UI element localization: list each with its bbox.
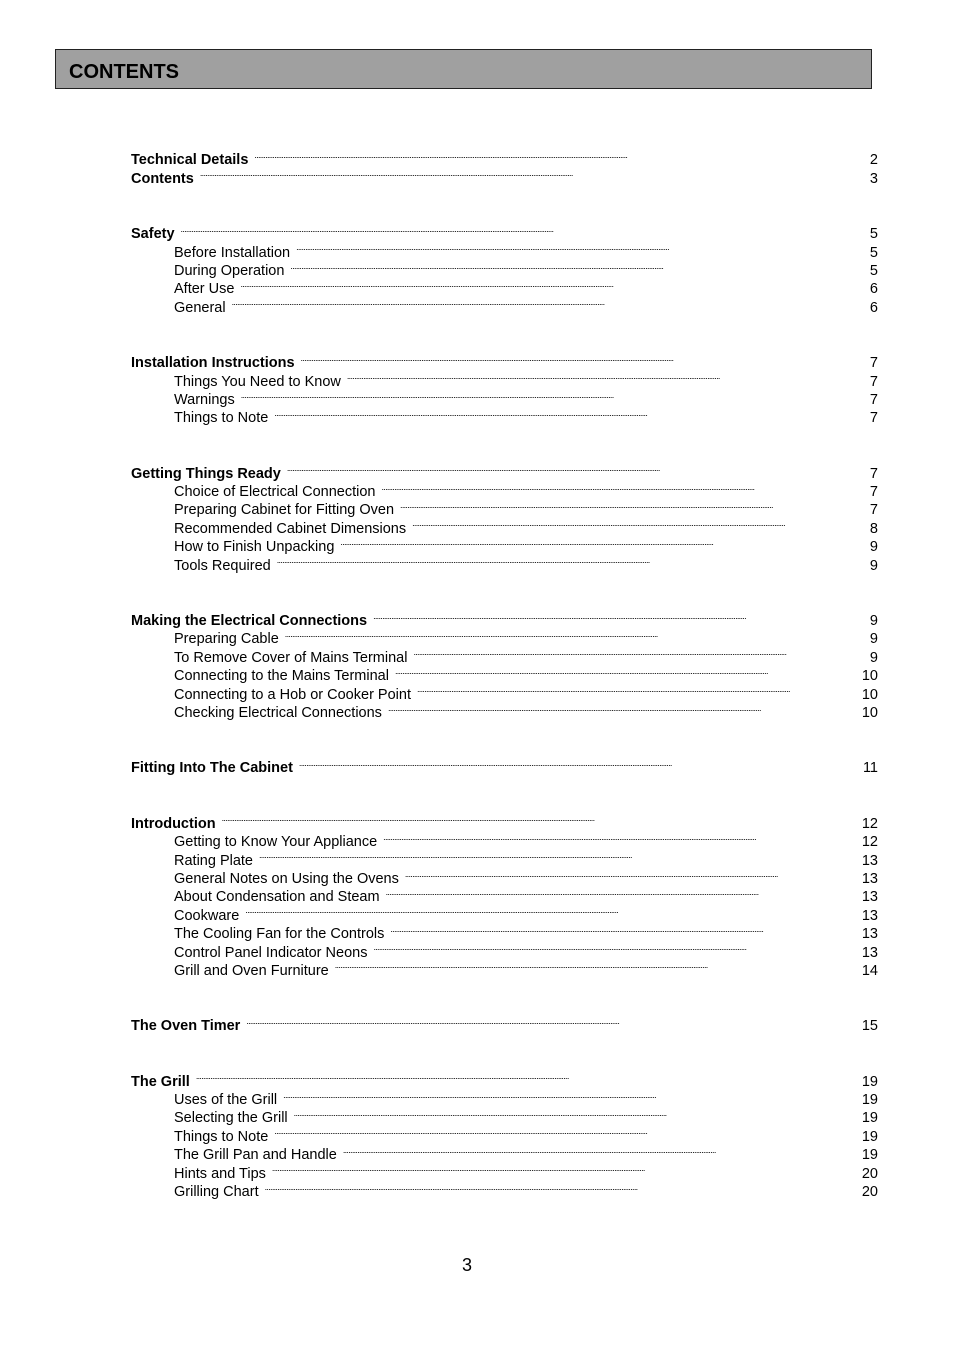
dot-leader [340, 533, 854, 551]
dot-leader [196, 1067, 854, 1085]
dot-leader [412, 514, 854, 532]
toc-entry-page-number: 9 [869, 613, 878, 630]
toc-entry-page-number: 13 [861, 926, 878, 943]
toc-entry-label: The Grill [131, 1073, 190, 1090]
toc-entry-page-number: 20 [861, 1184, 878, 1201]
toc-entry-label: Getting to Know Your Appliance [174, 834, 378, 851]
toc-entry-page-number: 7 [869, 465, 878, 482]
toc-entry-page-number: 13 [861, 889, 878, 906]
dot-leader [383, 828, 854, 846]
toc-section [131, 459, 878, 574]
toc-subsection-entry[interactable] [131, 293, 878, 316]
dot-leader [400, 496, 854, 514]
toc-entry-label: Checking Electrical Connections [174, 704, 382, 721]
dot-leader [245, 901, 854, 919]
toc-entry-page-number: 9 [869, 631, 878, 648]
toc-entry-page-number: 2 [869, 152, 878, 169]
toc-entry-label: After Use [174, 281, 235, 298]
toc-entry-page-number: 13 [861, 907, 878, 924]
toc-subsection-entry[interactable] [131, 404, 878, 427]
toc-entry-page-number: 13 [861, 944, 878, 961]
dot-leader [294, 1104, 854, 1122]
toc-entry-label: Cookware [174, 907, 240, 924]
toc-entry-page-number: 5 [869, 226, 878, 243]
toc-entry-label: The Grill Pan and Handle [174, 1147, 337, 1164]
page-title: CONTENTS [69, 61, 179, 83]
toc-entry-page-number: 13 [861, 852, 878, 869]
toc-entry-page-number: 7 [869, 391, 878, 408]
dot-leader [388, 699, 854, 717]
toc-entry-page-number: 9 [869, 649, 878, 666]
dot-leader [347, 367, 854, 385]
dot-leader [200, 164, 854, 182]
toc-entry-label: Uses of the Grill [174, 1092, 278, 1109]
toc-section [131, 809, 878, 979]
toc-entry-page-number: 19 [861, 1128, 878, 1145]
dot-leader [274, 1122, 854, 1140]
toc-entry-label: Getting Things Ready [131, 465, 281, 482]
toc-entry-label: The Cooling Fan for the Controls [174, 926, 385, 943]
toc-entry-page-number: 11 [862, 760, 878, 777]
dot-leader [335, 957, 854, 975]
dot-leader [272, 1159, 854, 1177]
toc-section [131, 349, 878, 427]
toc-entry-label: Safety [131, 226, 175, 243]
dot-leader [405, 865, 854, 883]
toc-section-entry[interactable] [131, 1012, 878, 1035]
dot-leader [299, 754, 854, 772]
dot-leader [417, 680, 854, 698]
toc-entry-page-number: 20 [861, 1165, 878, 1182]
dot-leader [395, 662, 854, 680]
toc-entry-label: Control Panel Indicator Neons [174, 944, 368, 961]
dot-leader [283, 1086, 854, 1104]
toc-entry-label: Making the Electrical Connections [131, 613, 368, 630]
toc-entry-page-number: 9 [869, 539, 878, 556]
dot-leader [254, 146, 854, 164]
dot-leader [343, 1141, 854, 1159]
dot-leader [232, 293, 854, 311]
toc-entry-label: During Operation [174, 262, 285, 279]
toc-entry-label: Installation Instructions [131, 355, 295, 372]
toc-subsection-entry[interactable] [131, 275, 878, 298]
contents-header-bar [55, 49, 872, 89]
dot-leader [390, 920, 854, 938]
dot-leader [265, 1178, 854, 1196]
toc-subsection-entry[interactable] [131, 828, 878, 851]
toc-entry-page-number: 14 [861, 962, 878, 979]
page-number: 3 [461, 1255, 472, 1275]
toc-entry-page-number: 7 [869, 502, 878, 519]
toc-entry-page-number: 12 [861, 815, 878, 832]
toc-section-entry[interactable] [131, 459, 878, 482]
toc-section-entry[interactable] [131, 809, 878, 832]
table-of-contents [131, 146, 878, 1233]
toc-entry-page-number: 13 [861, 870, 878, 887]
toc-entry-label: Rating Plate [174, 852, 253, 869]
toc-entry-label: General Notes on Using the Ovens [174, 870, 399, 887]
toc-entry-page-number: 6 [869, 299, 878, 316]
dot-leader [285, 625, 854, 643]
toc-entry-page-number: 19 [861, 1073, 878, 1090]
toc-entry-label: Before Installation [174, 244, 291, 261]
toc-entry-label: Technical Details [131, 152, 249, 169]
toc-entry-page-number: 19 [861, 1147, 878, 1164]
toc-section [131, 220, 878, 316]
dot-leader [287, 459, 854, 477]
dot-leader [222, 809, 854, 827]
dot-leader [296, 238, 854, 256]
dot-leader [241, 386, 854, 404]
toc-entry-page-number: 7 [869, 373, 878, 390]
dot-leader [274, 404, 854, 422]
toc-section-entry[interactable] [131, 146, 878, 169]
toc-section [131, 146, 878, 187]
toc-entry-label: Preparing Cable [174, 631, 279, 648]
dot-leader [259, 846, 854, 864]
toc-section [131, 754, 878, 777]
toc-section-entry[interactable] [131, 754, 878, 777]
toc-entry-label: Recommended Cabinet Dimensions [174, 520, 407, 537]
toc-section-entry[interactable] [131, 607, 878, 630]
dot-leader [373, 938, 854, 956]
toc-section-entry[interactable] [131, 164, 878, 187]
dot-leader [373, 607, 854, 625]
toc-section [131, 1067, 878, 1201]
toc-entry-label: Choice of Electrical Connection [174, 484, 376, 501]
toc-subsection-entry[interactable] [131, 386, 878, 408]
toc-section [131, 1012, 878, 1035]
dot-leader [301, 349, 854, 367]
toc-entry-label: Introduction [131, 815, 216, 832]
toc-entry-page-number: 5 [869, 244, 878, 261]
toc-entry-page-number: 15 [861, 1018, 878, 1035]
toc-section-entry[interactable] [131, 1067, 878, 1090]
dot-leader [240, 275, 854, 293]
toc-entry-label: Connecting to a Hob or Cooker Point [174, 686, 411, 703]
toc-entry-label: Contents [131, 170, 194, 187]
toc-entry-label: Tools Required [174, 557, 271, 574]
toc-entry-page-number: 12 [861, 834, 878, 851]
dot-leader [246, 1012, 854, 1030]
toc-entry-label: Hints and Tips [174, 1165, 266, 1182]
toc-entry-label: Grill and Oven Furniture [174, 962, 329, 979]
toc-section-entry[interactable] [131, 349, 878, 372]
dot-leader [382, 478, 855, 496]
toc-entry-label: Things to Note [174, 1128, 269, 1145]
toc-entry-page-number: 5 [869, 262, 878, 279]
toc-entry-page-number: 7 [869, 410, 878, 427]
toc-entry-page-number: 19 [861, 1110, 878, 1127]
toc-subsection-entry[interactable] [131, 238, 878, 261]
toc-entry-label: The Oven Timer [131, 1018, 241, 1035]
toc-entry-label: Connecting to the Mains Terminal [174, 668, 389, 685]
toc-entry-label: General [174, 299, 226, 316]
toc-entry-label: Things to Note [174, 410, 269, 427]
toc-entry-label: Grilling Chart [174, 1184, 259, 1201]
toc-entry-page-number: 19 [861, 1092, 878, 1109]
toc-entry-label: Things You Need to Know [174, 373, 341, 390]
toc-entry-page-number: 10 [861, 668, 878, 685]
toc-entry-page-number: 8 [869, 520, 878, 537]
toc-entry-label: Selecting the Grill [174, 1110, 288, 1127]
dot-leader [386, 883, 854, 901]
toc-section [131, 607, 878, 721]
toc-entry-page-number: 10 [861, 686, 878, 703]
toc-entry-label: Fitting Into The Cabinet [131, 760, 293, 777]
dot-leader [277, 551, 854, 569]
toc-entry-page-number: 3 [869, 170, 878, 187]
toc-entry-label: To Remove Cover of Mains Terminal [174, 649, 408, 666]
toc-entry-label: Preparing Cabinet for Fitting Oven [174, 502, 395, 519]
toc-entry-page-number: 6 [869, 281, 878, 298]
dot-leader [181, 220, 854, 238]
toc-entry-page-number: 10 [861, 704, 878, 721]
dot-leader [290, 257, 854, 275]
toc-entry-label: Warnings [174, 391, 235, 408]
toc-entry-page-number: 7 [869, 484, 878, 501]
toc-entry-label: How to Finish Unpacking [174, 539, 335, 556]
toc-entry-page-number: 9 [869, 557, 878, 574]
toc-entry-page-number: 7 [869, 355, 878, 372]
dot-leader [413, 643, 854, 661]
toc-entry-label: About Condensation and Steam [174, 889, 380, 906]
toc-subsection-entry[interactable] [131, 1086, 878, 1109]
toc-section-entry[interactable] [131, 220, 878, 243]
